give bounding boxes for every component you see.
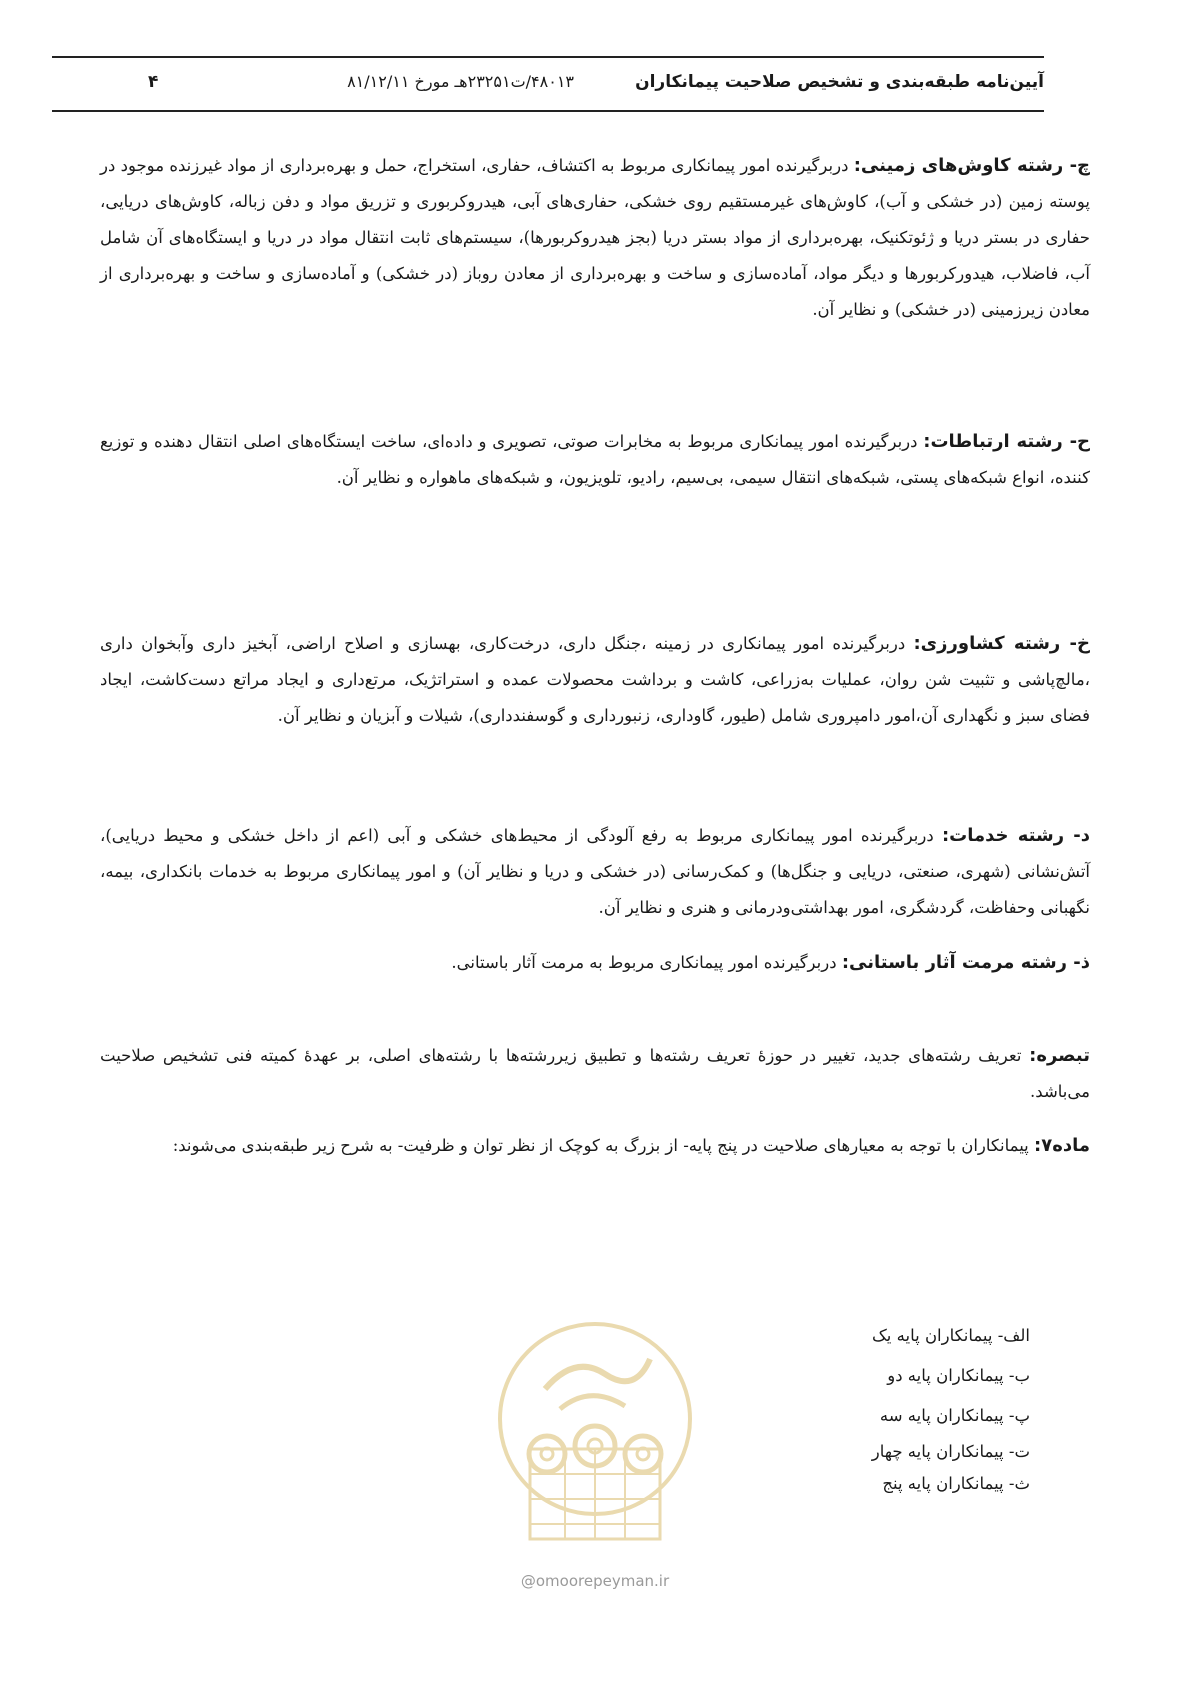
list-item: پ- پیمانکاران پایه سه [879, 1406, 1030, 1425]
note-text: تعریف رشته‌های جدید، تغییر در حوزهٔ تعریف رشته‌ها و تطبیق زیررشته‌ها با رشته‌های اصلی، بر عهدهٔ کمیته فنی تشخیص صلاحیت می‌باشد. [100, 1046, 1090, 1101]
section-label: ح- رشته ارتباطات: [923, 431, 1091, 452]
contractor-grades-list [770, 1316, 1030, 1500]
header-top-rule [52, 56, 1044, 58]
watermark-site: @omoorepeyman.ir [520, 1572, 670, 1590]
article-7-paragraph [100, 1128, 1090, 1164]
watermark-logo [485, 1314, 705, 1574]
header-reference: ۴۸۰۱۳/ت۲۳۲۵۱هـ مورخ ۸۱/۱۲/۱۱ [347, 72, 574, 91]
section-text: دربرگیرنده امور پیمانکاری مربوط به اکتشاف، حفاری، استخراج، حمل و بهره‌برداری از مواد غیرزنده موجود در پوسته زمین (در خشکی و آب)، کاوش‌های غیرمستقیم روی خشکی، حفاری‌های آبی، هیدروکربوری و تزریق مواد و دفن زباله، کاوش‌های دریایی، حفاری در بستر دریا و ژئوتکنیک، بهره‌برداری از مواد بستر دریا (بجز هیدروکربورها)، سیستم‌های ثابت انتقال مواد در دریا و ایستگاه‌های آن شامل آب، فاضلاب، هیدورکربورها و دیگر مواد، آماده‌سازی و ساخت و بهره‌برداری از معادن روباز (در خشکی) و آماده‌سازی و ساخت و بهره‌برداری از معادن زیرزمینی (در خشکی) و نظایر آن. [100, 156, 1090, 319]
section-label: ذ- رشته مرمت آثار باستانی: [841, 952, 1090, 973]
list-item: ث- پیمانکاران پایه پنج [882, 1474, 1030, 1493]
page-number: ۴ [148, 72, 159, 92]
section-text: دربرگیرنده امور پیمانکاری مربوط به مرمت آثار باستانی. [451, 953, 837, 972]
section-communications [100, 424, 1090, 496]
list-item: الف- پیمانکاران پایه یک [872, 1326, 1030, 1345]
article-label: ماده۷: [1034, 1135, 1090, 1156]
list-item: ت- پیمانکاران پایه چهار [871, 1442, 1030, 1461]
article-text: پیمانکاران با توجه به معیارهای صلاحیت در پنج پایه- از بزرگ به کوچک از نظر توان و ظرفیت- به شرح زیر طبقه‌بندی می‌شوند: [172, 1136, 1029, 1155]
page-header [52, 72, 1044, 100]
section-text: دربرگیرنده امور پیمانکاری مربوط به رفع آلودگی از محیط‌های خشکی و آبی (اعم از داخل خشکی و محیط دریایی)، آتش‌نشانی (شهری، صنعتی، دریایی و جنگل‌ها) و کمک‌رسانی (در خشکی و دریا و نظایر آن) و امور پیمانکاری مربوط به خدمات بانکداری، بیمه، نگهبانی وحفاظت، گردشگری، امور بهداشتی‌ودرمانی و هنری و نظایر آن. [100, 826, 1090, 917]
header-bottom-rule [52, 110, 1044, 112]
note-paragraph [100, 1038, 1090, 1110]
section-ground-exploration [100, 148, 1090, 328]
note-label: تبصره: [1029, 1045, 1090, 1066]
section-text: دربرگیرنده امور پیمانکاری در زمینه ،جنگل داری، درخت‌کاری، بهسازی و اصلاح اراضی، آبخیز داری وآبخوان داری ،مالچ‌پاشی و تثبیت شن روان، عملیات به‌زراعی، کاشت و برداشت محصولات عمده و استراتژیک، مرتع‌داری و ایجاد مراتع دست‌کاشت، ایجاد فضای سبز و نگهداری آن،امور دامپروری شامل (طیور، گاوداری، زنبورداری و گوسفندداری)، شیلات و آبزیان و نظایر آن. [100, 634, 1090, 725]
section-label: د- رشته خدمات: [941, 825, 1090, 846]
section-text: دربرگیرنده امور پیمانکاری مربوط به مخابرات صوتی، تصویری و داده‌ای، ساخت ایستگاه‌های اصلی انتقال دهنده و توزیع کننده، انواع شبکه‌های پستی، شبکه‌های انتقال سیمی، بی‌سیم، رادیو، تلویزیون، و شبکه‌های ماهواره و نظایر آن. [100, 432, 1090, 487]
list-item: ب- پیمانکاران پایه دو [887, 1366, 1030, 1385]
section-agriculture [100, 626, 1090, 734]
section-heritage-restoration [100, 945, 1090, 981]
section-label: چ- رشته کاوش‌های زمینی: [853, 155, 1091, 176]
section-services [100, 818, 1090, 926]
header-title: آیین‌نامه طبقه‌بندی و تشخیص صلاحیت پیمانکاران [635, 72, 1044, 92]
section-label: خ- رشته کشاورزی: [913, 633, 1090, 654]
